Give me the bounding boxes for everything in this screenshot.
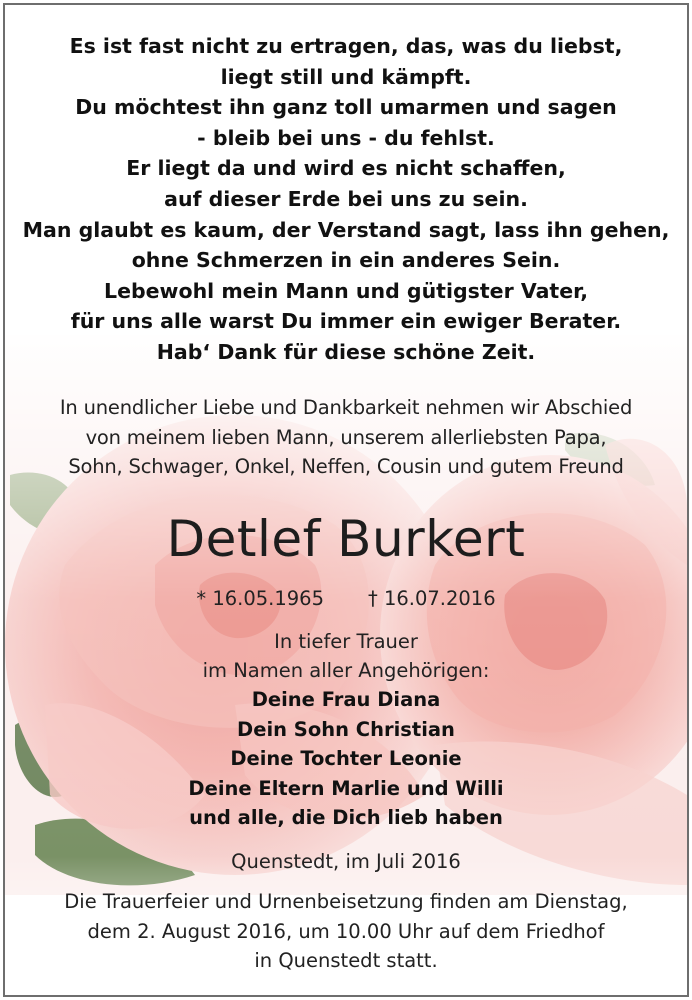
obituary-card (3, 3, 689, 997)
intro-line: In unendlicher Liebe und Dankbarkeit nehmen wir Abschied (59, 396, 633, 419)
family-member: Dein Sohn Christian (237, 717, 455, 741)
poem (5, 31, 687, 368)
poem-line: Lebewohl mein Mann und gütigster Vater, (104, 278, 588, 303)
poem-line: liegt still und kämpft. (220, 64, 472, 89)
poem-line: Man glaubt es kaum, der Verstand sagt, lass ihn gehen, (22, 217, 670, 242)
mourning-line: In tiefer Trauer (274, 630, 418, 653)
intro-line: Sohn, Schwager, Onkel, Neffen, Cousin und gutem Freund (68, 455, 624, 478)
family-list (5, 685, 687, 833)
poem-line: Hab‘ Dank für diese schöne Zeit. (156, 339, 536, 364)
birth-date: * 16.05.1965 (196, 587, 324, 610)
poem-line: ohne Schmerzen in ein anderes Sein. (131, 248, 561, 273)
poem-line: Er liegt da und wird es nicht schaffen, (126, 156, 566, 181)
service-line: in Quenstedt statt. (254, 949, 438, 972)
family-member: Deine Frau Diana (251, 688, 441, 711)
poem-line: - bleib bei uns - du fehlst. (197, 125, 495, 150)
life-dates (5, 585, 687, 613)
place-date: Quenstedt, im Juli 2016 (231, 850, 461, 873)
service-line: dem 2. August 2016, um 10.00 Uhr auf dem Friedhof (87, 919, 605, 943)
poem-line: Es ist fast nicht zu ertragen, das, was du liebst, (69, 34, 623, 58)
family-member: Deine Eltern Marlie und Willi (188, 776, 504, 800)
funeral-service-info (5, 887, 687, 976)
poem-line: auf dieser Erde bei uns zu sein. (164, 186, 528, 211)
poem-line: Du möchtest ihn ganz toll umarmen und sagen (75, 95, 617, 120)
deceased-name: Detlef Burkert (166, 510, 526, 568)
poem-line: für uns alle warst Du immer ein ewiger Berater. (70, 309, 622, 334)
mourning-line: im Namen aller Angehörigen: (202, 659, 490, 682)
farewell-intro (5, 393, 687, 482)
family-member: und alle, die Dich lieb haben (189, 806, 503, 829)
death-date: † 16.07.2016 (368, 587, 496, 610)
mourning-note (5, 627, 687, 685)
family-member: Deine Tochter Leonie (230, 747, 462, 770)
service-line: Die Trauerfeier und Urnenbeisetzung finden am Dienstag, (64, 890, 628, 913)
intro-line: von meinem lieben Mann, unserem allerliebsten Papa, (85, 425, 607, 449)
